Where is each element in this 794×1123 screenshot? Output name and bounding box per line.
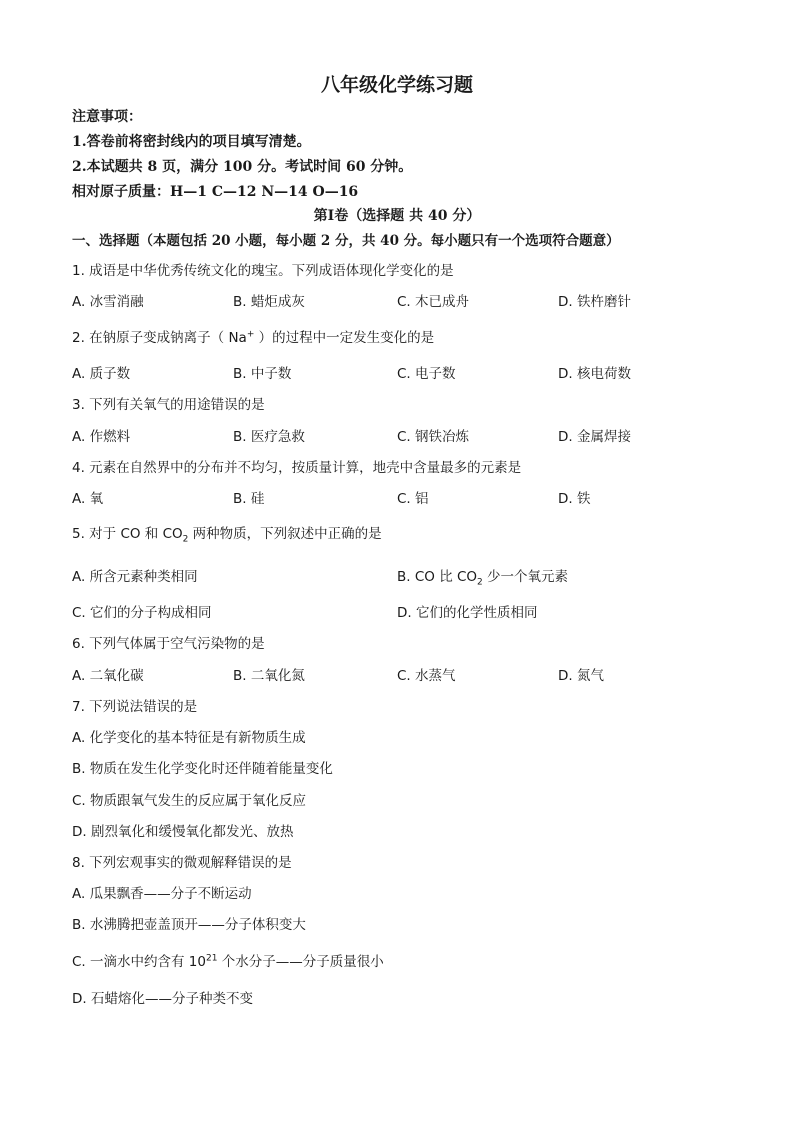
question-1-stem: 1. 成语是中华优秀传统文化的瑰宝。下列成语体现化学变化的是 [72, 263, 454, 279]
question-4-stem: 4. 元素在自然界中的分布并不均匀，按质量计算，地壳中含量最多的元素是 [72, 460, 522, 476]
question-7-stem: 7. 下列说法错误的是 [72, 699, 198, 715]
section-instructions: 一、选择题（本题包括 20 小题，每小题 2 分，共 40 分。每小题只有一个选项符合题意） [72, 233, 620, 249]
question-5-stem-b: 两种物质，下列叙述中正确的是 [188, 526, 382, 542]
option-5b-sub: 2 [477, 577, 483, 588]
option-1d[interactable]: D. 铁杵磨针 [558, 294, 631, 310]
question-2-stem-b: ）的过程中一定发生变化的是 [254, 330, 435, 346]
option-6c[interactable]: C. 水蒸气 [397, 668, 456, 684]
option-5c[interactable]: C. 它们的分子构成相同 [72, 605, 212, 621]
option-7c[interactable]: C. 物质跟氧气发生的反应属于氧化反应 [72, 793, 307, 809]
option-2d[interactable]: D. 核电荷数 [558, 366, 631, 382]
option-4b[interactable]: B. 硅 [233, 491, 265, 507]
option-1c[interactable]: C. 木已成舟 [397, 294, 470, 310]
option-5b[interactable] [397, 565, 568, 588]
option-4a[interactable]: A. 氧 [72, 491, 104, 507]
note-item: 1.答卷前将密封线内的项目填写清楚。 [72, 134, 311, 150]
notes-heading: 注意事项： [72, 109, 142, 125]
option-2c[interactable]: C. 电子数 [397, 366, 456, 382]
option-1b[interactable]: B. 蜡炬成灰 [233, 294, 305, 310]
note-item: 2.本试题共 8 页，满分 100 分。考试时间 60 分钟。 [72, 159, 413, 175]
question-5-stem-sub: 2 [182, 534, 189, 545]
option-6a[interactable]: A. 二氧化碳 [72, 668, 144, 684]
option-6b[interactable]: B. 二氧化氮 [233, 668, 305, 684]
page-title: 八年级化学练习题 [320, 74, 473, 96]
option-8c-tail: 个水分子——分子质量很小 [217, 954, 384, 970]
option-8a[interactable]: A. 瓜果飘香——分子不断运动 [72, 886, 252, 902]
option-7d[interactable]: D. 剧烈氧化和缓慢氧化都发光、放热 [72, 824, 294, 840]
question-2-stem-a: 2. 在钠原子变成钠离子（ Na [72, 330, 247, 346]
option-3a[interactable]: A. 作燃料 [72, 429, 131, 445]
question-3-stem: 3. 下列有关氧气的用途错误的是 [72, 397, 265, 413]
option-8d[interactable]: D. 石蜡熔化——分子种类不变 [72, 991, 253, 1007]
option-3d[interactable]: D. 金属焊接 [558, 429, 631, 445]
option-5b-tail: 少一个氧元素 [482, 569, 569, 585]
atomic-mass-line: 相对原子质量：H—1 C—12 N—14 O—16 [72, 184, 359, 200]
option-4c[interactable]: C. 铝 [397, 491, 429, 507]
question-6-stem: 6. 下列气体属于空气污染物的是 [72, 636, 265, 652]
option-8c-text: C. 一滴水中约含有 10 [72, 954, 206, 970]
option-5b-text: B. CO 比 CO [397, 569, 478, 585]
option-8c-sup: 21 [205, 953, 218, 964]
section-title: 第Ⅰ卷（选择题 共 40 分） [313, 208, 481, 224]
option-1a[interactable]: A. 冰雪消融 [72, 294, 144, 310]
option-8c[interactable] [72, 950, 384, 970]
option-4d[interactable]: D. 铁 [558, 491, 591, 507]
question-2-stem-sup: + [246, 329, 255, 340]
option-2b[interactable]: B. 中子数 [233, 366, 292, 382]
question-2-stem [72, 326, 434, 346]
question-5-stem [72, 522, 382, 545]
option-2a[interactable]: A. 质子数 [72, 366, 131, 382]
option-8b[interactable]: B. 水沸腾把壶盖顶开——分子体积变大 [72, 917, 306, 933]
option-7a[interactable]: A. 化学变化的基本特征是有新物质生成 [72, 730, 306, 746]
option-7b[interactable]: B. 物质在发生化学变化时还伴随着能量变化 [72, 761, 333, 777]
option-3b[interactable]: B. 医疗急救 [233, 429, 305, 445]
option-5d[interactable]: D. 它们的化学性质相同 [397, 605, 538, 621]
question-5-stem-a: 5. 对于 CO 和 CO [72, 526, 183, 542]
option-6d[interactable]: D. 氮气 [558, 668, 604, 684]
question-8-stem: 8. 下列宏观事实的微观解释错误的是 [72, 855, 292, 871]
option-5a[interactable]: A. 所含元素种类相同 [72, 569, 198, 585]
option-3c[interactable]: C. 钢铁冶炼 [397, 429, 470, 445]
